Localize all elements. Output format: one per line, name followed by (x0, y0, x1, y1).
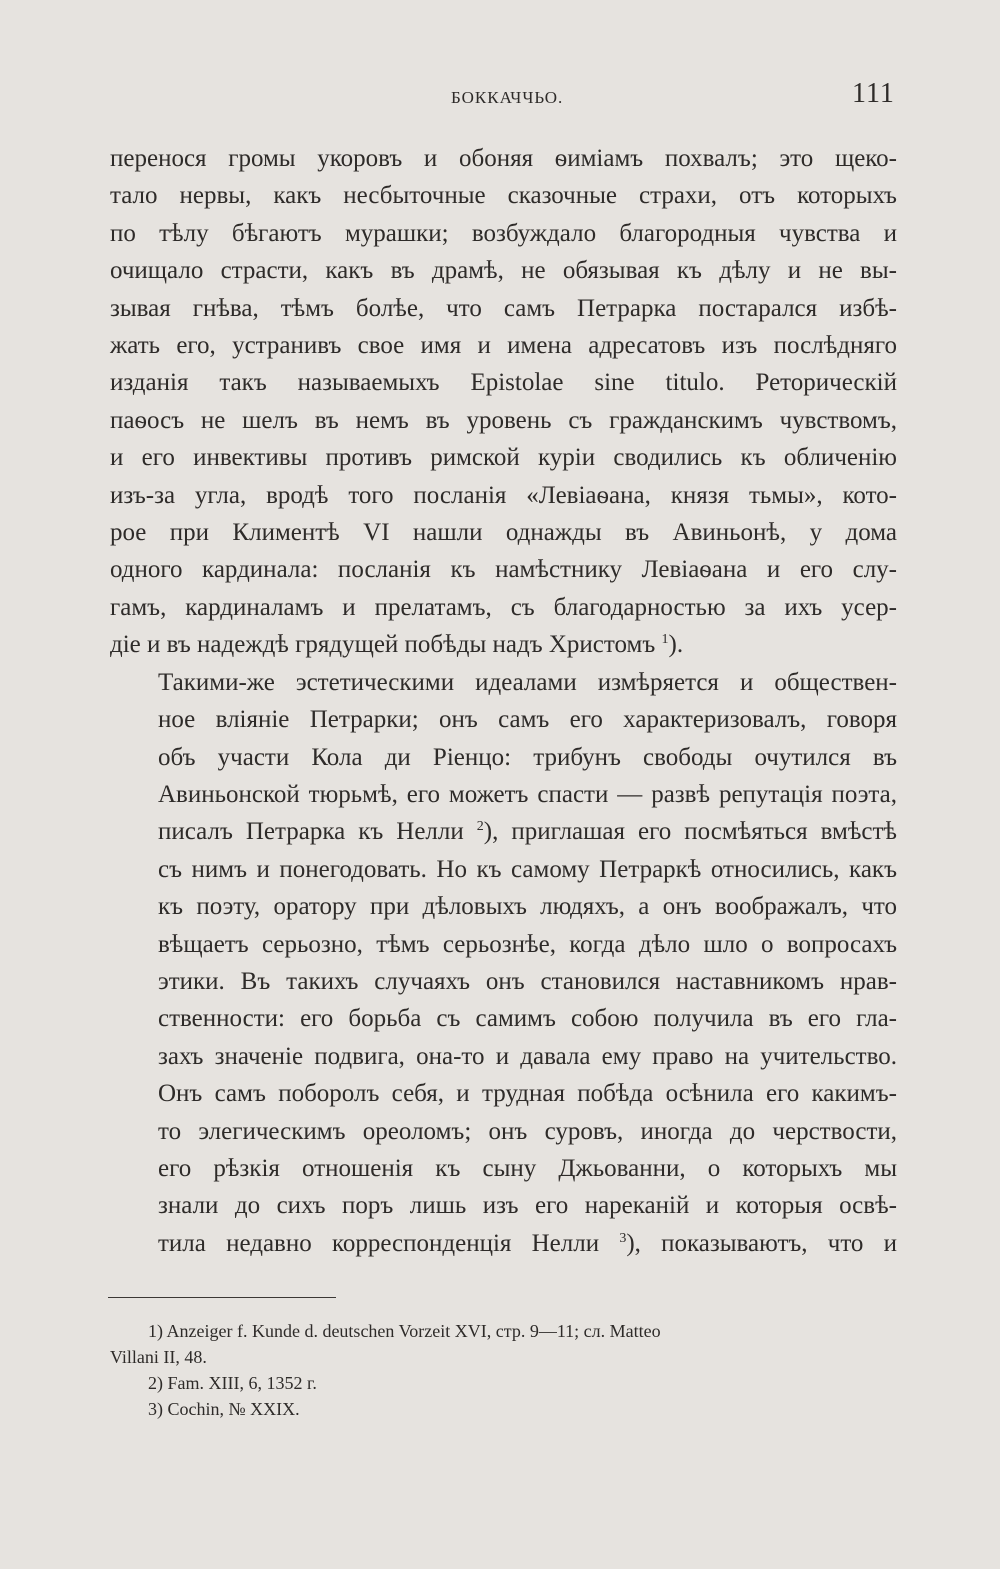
text-line (110, 1225, 897, 1262)
text-line: и его инвективы противъ римской куріи сводились къ обличенію (110, 444, 897, 472)
text-line: то элегическимъ ореоломъ; онъ суровъ, иногда до черствости, (158, 1117, 897, 1145)
footnote-ref-1[interactable]: 1 (661, 632, 669, 648)
text-line: переноcя громы укоровъ и обоняя ѳиміамъ похвалъ; это щеко- (110, 145, 897, 172)
text-line (110, 813, 897, 850)
text-line: Такими-же эстетическими идеалами измѣряется и обществен- (158, 668, 897, 696)
text-segment: ), показываютъ, что и (626, 1229, 898, 1257)
text-line: зывая гнѣва, тѣмъ болѣе, что самъ Петрарка постарался избѣ- (110, 294, 897, 322)
text-line: изъ-за угла, вродѣ того посланія «Левіаѳана, князя тьмы», кото- (110, 481, 897, 509)
text-line: къ поэту, оратору при дѣловыхъ людяхъ, а онъ воображалъ, что (158, 893, 897, 921)
text-line: его рѣзкія отношенія къ сыну Джьованни, о которыхъ мы (158, 1154, 897, 1182)
text-line: объ участи Кола ди Ріенцо: трибунъ свободы очутился въ (158, 743, 897, 771)
body-text (110, 140, 897, 1262)
text-line: ное вліяніе Петрарки; онъ самъ его характеризовалъ, говоря (158, 706, 897, 734)
footnote-3: 3) Cochin, № XXIX. (148, 1399, 300, 1419)
footnote-ref-3[interactable]: 3 (619, 1230, 627, 1246)
text-segment: ). (668, 631, 684, 659)
footnote-1 (110, 1318, 897, 1370)
footnotes (110, 1318, 897, 1422)
text-line (110, 626, 897, 663)
page-number: 111 (852, 78, 895, 109)
text-segment: тила недавно корреспонденція Нелли (158, 1229, 600, 1257)
text-line: гамъ, кардиналамъ и прелатамъ, съ благодарностью за ихъ усер- (110, 593, 897, 621)
text-line: одного кардинала: посланія къ намѣстнику Левіаѳана и его слу- (110, 556, 897, 584)
footnote-divider (108, 1297, 336, 1298)
text-line: захъ значеніе подвига, она-то и давала ему право на учительство. (158, 1042, 897, 1070)
text-line: жать его, устранивъ свое имя и имена адресатовъ изъ послѣдняго (110, 332, 897, 360)
text-line: съ нимъ и понегодовать. Но къ самому Петраркѣ относились, какъ (158, 855, 897, 883)
footnote-2: 2) Fam. XIII, 6, 1352 г. (148, 1373, 317, 1393)
running-title: БОККАЧЧЬО. (451, 88, 564, 107)
text-line: очищало страсти, какъ въ драмѣ, не обязывая къ дѣлу и не вы- (110, 257, 897, 285)
text-segment: діе и въ надеждѣ грядущей побѣды надъ Христомъ (110, 631, 656, 659)
text-line: Авиньонской тюрьмѣ, его можетъ спасти — развѣ репутація поэта, (158, 780, 897, 808)
text-line: по тѣлу бѣгаютъ мурашки; возбуждало благородныя чувства и (110, 219, 897, 247)
text-line: вѣщаетъ серьозно, тѣмъ серьознѣе, когда дѣло шло о вопросахъ (158, 930, 897, 958)
text-line: тало нервы, какъ несбыточные сказочные страхи, отъ которыхъ (110, 182, 897, 210)
footnote-line: 1) Anzeiger f. Kunde d. deutschen Vorzeit XVI, стр. 9—11; сл. Matteo (148, 1321, 661, 1341)
paragraph-1 (110, 140, 897, 664)
paragraph-2 (110, 664, 897, 1263)
running-header (0, 78, 1000, 118)
text-line: изданія такъ называемыхъ Epistolae sine titulo. Реторическій (110, 369, 897, 397)
text-line: этики. Въ такихъ случаяхъ онъ становился наставникомъ нрав- (158, 967, 897, 995)
text-line: знали до сихъ поръ лишь изъ его нареканій и которыя освѣ- (158, 1192, 897, 1220)
text-line: паѳосъ не шелъ въ немъ въ уровень съ гражданскимъ чувствомъ, (110, 406, 897, 434)
text-line: рое при Климентѣ VI нашли однажды въ Авиньонѣ, у дома (110, 519, 897, 547)
text-segment: писалъ Петрарка къ Нелли (158, 818, 464, 846)
text-line: Онъ самъ поборолъ себя, и трудная побѣда осѣнила его какимъ- (158, 1080, 897, 1108)
footnote-line: Villani II, 48. (110, 1347, 207, 1367)
footnote-ref-2[interactable]: 2 (476, 819, 484, 835)
text-line: ственности: его борьба съ самимъ собою получила въ его гла- (158, 1005, 897, 1033)
text-segment: ), приглашая его посмѣяться вмѣстѣ (483, 818, 897, 846)
